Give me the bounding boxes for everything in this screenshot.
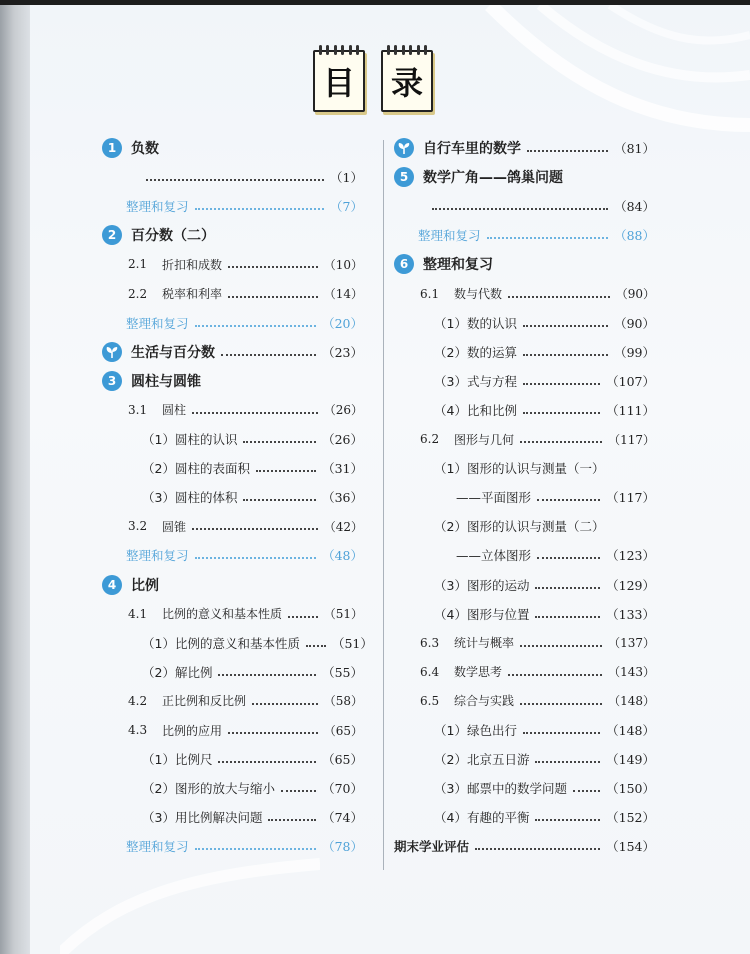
dot-leader: [268, 819, 316, 821]
toc-section-entry[interactable]: [420, 282, 655, 306]
page-number: （78）: [322, 839, 363, 855]
toc-section-entry[interactable]: [128, 689, 363, 713]
toc-chapter-heading[interactable]: [102, 573, 363, 597]
section-number: 2.2: [128, 286, 148, 301]
toc-chapter-heading[interactable]: [102, 223, 363, 247]
subsection-title: （2）图形的认识与测量（二）: [434, 519, 605, 535]
page-number: （1）: [330, 170, 363, 186]
dot-leader: [256, 470, 316, 472]
section-title: 正比例和反比例: [162, 694, 247, 709]
page-number: （55）: [322, 664, 363, 680]
chapter-number-badge: 1: [102, 138, 122, 158]
chapter-title: 数学广角——鸽巢问题: [423, 170, 563, 187]
toc-section-entry[interactable]: [420, 689, 655, 713]
dot-leader: [537, 499, 600, 501]
page-number: （150）: [606, 781, 655, 797]
subsection-title: （1）图形的认识与测量（一）: [434, 461, 605, 477]
section-title: 折扣和成数: [162, 257, 223, 272]
spiral-rings: [387, 45, 427, 55]
page-number: （84）: [614, 199, 655, 215]
dot-leader: [218, 674, 316, 676]
subsection-title: （4）比和比例: [434, 402, 517, 418]
section-number: 4.2: [128, 693, 148, 708]
spiral-rings: [319, 45, 359, 55]
page-number: （133）: [606, 606, 655, 622]
toc-section-entry[interactable]: [420, 631, 655, 655]
chapter-number-badge: 2: [102, 225, 122, 245]
section-title: 圆柱: [162, 403, 187, 418]
title-char-2: 录: [390, 64, 423, 102]
toc-subsection-entry[interactable]: [142, 427, 363, 451]
toc-subsection-entry[interactable]: [434, 805, 655, 829]
dot-leader: [527, 150, 608, 152]
page-number: （111）: [606, 402, 655, 418]
page-number: （129）: [606, 577, 655, 593]
toc-section-entry[interactable]: [128, 282, 363, 306]
dot-leader: [288, 616, 318, 618]
final-assessment-title: 期末学业评估: [394, 839, 470, 855]
page-number: （148）: [608, 694, 655, 709]
page-number: （36）: [322, 490, 363, 506]
section-number: 4.1: [128, 606, 148, 621]
section-number: 6.2: [420, 432, 440, 446]
subsection-subtitle: ——平面图形: [456, 490, 532, 506]
subsection-title: （1）绿色出行: [434, 723, 517, 738]
subsection-title: （1）圆柱的认识: [142, 432, 238, 447]
section-title: 比例的意义和基本性质: [162, 607, 283, 622]
dot-leader: [432, 208, 608, 210]
chapter-title: 整理和复习: [423, 257, 493, 274]
dot-leader: [195, 557, 317, 559]
dot-leader: [520, 645, 602, 647]
page-number: （70）: [322, 781, 363, 797]
chapter-title: 自行车里的数学: [423, 141, 521, 157]
toc-subsection-continuation[interactable]: [456, 543, 655, 567]
page-number: （48）: [322, 548, 363, 564]
dot-leader: [535, 761, 600, 763]
section-title: 统计与概率: [454, 636, 515, 651]
section-number: 3.1: [128, 402, 148, 417]
toc-final-assessment[interactable]: [394, 834, 655, 858]
section-title: 综合与实践: [454, 694, 515, 709]
chapter-number-badge: 5: [394, 167, 414, 187]
toc-subsection-entry[interactable]: [142, 776, 363, 800]
page-number: （148）: [606, 723, 655, 738]
dot-leader: [195, 325, 317, 327]
dot-leader: [535, 616, 600, 618]
dot-leader: [508, 674, 602, 676]
subsection-title: （2）图形的放大与缩小: [142, 781, 275, 797]
toc-chapter-heading[interactable]: [102, 369, 363, 393]
page-number: （14）: [323, 287, 363, 301]
dot-leader: [520, 441, 602, 443]
section-title: 税率和利率: [162, 287, 223, 301]
toc-review-entry[interactable]: [418, 223, 655, 247]
toc-subsection-entry[interactable]: [142, 805, 363, 829]
review-label: 整理和复习: [126, 548, 189, 564]
toc-section-entry[interactable]: [128, 398, 363, 422]
dot-leader: [192, 528, 318, 530]
page-number: （90）: [614, 315, 655, 331]
dot-leader: [523, 325, 608, 327]
page-number: （107）: [606, 373, 655, 389]
page-number: （149）: [606, 752, 655, 768]
section-title: 图形与几何: [454, 432, 515, 447]
subsection-title: （4）有趣的平衡: [434, 810, 530, 826]
dot-leader: [228, 266, 318, 268]
column-divider: [383, 140, 384, 870]
dot-leader: [195, 208, 325, 210]
page-number: （74）: [322, 810, 363, 826]
dot-leader: [281, 790, 316, 792]
toc-subsection-entry[interactable]: [434, 456, 655, 480]
section-title: 数与代数: [454, 287, 503, 301]
page-number: （10）: [323, 257, 363, 272]
dot-leader: [520, 703, 602, 705]
toc-special-chapter[interactable]: [394, 136, 655, 160]
dot-leader: [535, 587, 600, 589]
page-number: （123）: [606, 548, 655, 564]
subsection-title: （1）数的认识: [434, 315, 517, 331]
page-number: （117）: [606, 490, 655, 506]
page-number: （90）: [615, 287, 655, 301]
page-number: （7）: [330, 199, 363, 215]
section-number: 4.3: [128, 723, 148, 737]
section-number: 2.1: [128, 257, 148, 272]
toc-chapter-heading[interactable]: [394, 165, 655, 189]
dot-leader: [195, 848, 317, 850]
page-number: （42）: [323, 519, 363, 534]
toc-subsection-entry[interactable]: [434, 747, 655, 771]
chapter-number-badge: 4: [102, 575, 122, 595]
toc-section-entry[interactable]: [128, 514, 363, 538]
toc-chapter-page-line[interactable]: [140, 165, 363, 189]
page-number: （99）: [614, 344, 655, 360]
dot-leader: [243, 499, 316, 501]
leaf-icon: [102, 342, 122, 362]
subsection-title: （4）图形与位置: [434, 606, 530, 622]
toc-subsection-entry[interactable]: [434, 602, 655, 626]
toc-subsection-entry[interactable]: [434, 369, 655, 393]
subsection-title: （2）圆柱的表面积: [142, 461, 250, 477]
toc-subsection-entry[interactable]: [142, 485, 363, 509]
subsection-title: （2）数的运算: [434, 344, 517, 360]
subsection-title: （1）比例的意义和基本性质: [142, 635, 300, 651]
toc-review-entry[interactable]: [126, 194, 363, 218]
subsection-title: （3）式与方程: [434, 373, 517, 389]
dot-leader: [306, 645, 326, 647]
toc-subsection-entry[interactable]: [434, 340, 655, 364]
review-label: 整理和复习: [418, 228, 481, 244]
review-label: 整理和复习: [126, 315, 189, 331]
subsection-title: （3）邮票中的数学问题: [434, 781, 567, 797]
toc-subsection-entry[interactable]: [434, 514, 655, 538]
dot-leader: [228, 732, 318, 734]
page-number: （154）: [606, 839, 655, 855]
page-number: （81）: [614, 141, 655, 156]
page-number: （26）: [322, 432, 363, 447]
section-title: 圆锥: [162, 519, 187, 534]
dot-leader: [146, 179, 324, 181]
dot-leader: [523, 354, 608, 356]
toc-subsection-entry[interactable]: [434, 398, 655, 422]
review-label: 整理和复习: [126, 199, 189, 215]
section-number: 6.1: [420, 286, 440, 301]
page-number: （58）: [323, 694, 363, 709]
page-number: （51）: [323, 607, 363, 622]
subsection-title: （2）北京五日游: [434, 752, 530, 768]
section-title: 比例的应用: [162, 723, 223, 738]
dot-leader: [508, 296, 610, 298]
toc-chapter-heading[interactable]: [102, 136, 363, 160]
chapter-title: 负数: [131, 141, 159, 157]
page-number: （26）: [323, 403, 363, 418]
title-box-2: [381, 50, 433, 112]
dot-leader: [221, 354, 316, 356]
dot-leader: [252, 703, 318, 705]
toc-subsection-entry[interactable]: [434, 776, 655, 800]
dot-leader: [523, 383, 600, 385]
dot-leader: [523, 412, 600, 414]
toc-chapter-page-line[interactable]: [426, 194, 655, 218]
section-number: 6.3: [420, 635, 440, 650]
subsection-title: （3）用比例解决问题: [142, 810, 263, 826]
page-number: （88）: [614, 228, 655, 244]
dot-leader: [523, 732, 600, 734]
dot-leader: [228, 296, 318, 298]
subsection-title: （1）比例尺: [142, 752, 213, 768]
toc-review-entry[interactable]: [126, 834, 363, 858]
toc-section-entry[interactable]: [128, 602, 363, 626]
toc-subsection-entry[interactable]: [142, 660, 363, 684]
dot-leader: [537, 557, 600, 559]
page-number: （51）: [331, 635, 373, 651]
chapter-title: 百分数（二）: [131, 228, 215, 245]
toc-subsection-entry[interactable]: [434, 573, 655, 597]
section-number: 6.5: [420, 693, 440, 708]
page-number: （137）: [608, 636, 655, 651]
toc-subsection-entry[interactable]: [142, 631, 373, 655]
review-label: 整理和复习: [126, 839, 189, 855]
toc-section-entry[interactable]: [420, 427, 655, 451]
page-number: （117）: [608, 432, 655, 447]
chapter-number-badge: 6: [394, 254, 414, 274]
toc-section-entry[interactable]: [128, 718, 363, 742]
toc-subsection-entry[interactable]: [434, 311, 655, 335]
page-number: （65）: [322, 752, 363, 768]
chapter-title: 比例: [131, 577, 159, 594]
page-number: （31）: [322, 461, 363, 477]
dot-leader: [192, 412, 318, 414]
title-box-1: [313, 50, 365, 112]
toc-section-entry[interactable]: [420, 660, 655, 684]
section-title: 数学思考: [454, 665, 503, 680]
subsection-title: （3）图形的运动: [434, 577, 530, 593]
page-number: （23）: [322, 344, 363, 360]
dot-leader: [487, 237, 609, 239]
dot-leader: [243, 441, 316, 443]
toc-subsection-entry[interactable]: [142, 747, 363, 771]
leaf-icon: [394, 138, 414, 158]
toc-review-entry[interactable]: [126, 311, 363, 335]
subsection-title: （3）圆柱的体积: [142, 490, 238, 506]
toc-subsection-entry[interactable]: [434, 718, 655, 742]
chapter-number-badge: 3: [102, 371, 122, 391]
toc-subsection-continuation[interactable]: [456, 485, 655, 509]
page-number: （152）: [606, 810, 655, 826]
toc-review-entry[interactable]: [126, 543, 363, 567]
dot-leader: [218, 761, 316, 763]
chapter-title: 生活与百分数: [131, 344, 215, 361]
dot-leader: [535, 819, 600, 821]
page-number: （65）: [323, 723, 363, 738]
toc-chapter-heading[interactable]: [394, 252, 655, 276]
dot-leader: [573, 790, 600, 792]
subsection-title: （2）解比例: [142, 664, 213, 680]
toc-section-entry[interactable]: [128, 252, 363, 276]
chapter-title: 圆柱与圆锥: [131, 373, 201, 390]
subsection-subtitle: ——立体图形: [456, 548, 532, 564]
title-char-1: 目: [322, 64, 355, 102]
page-number: （20）: [322, 315, 363, 331]
section-number: 6.4: [420, 664, 440, 679]
dot-leader: [475, 848, 600, 850]
page-number: （143）: [608, 665, 655, 680]
toc-special-chapter[interactable]: [102, 340, 363, 364]
toc-subsection-entry[interactable]: [142, 456, 363, 480]
section-number: 3.2: [128, 519, 148, 534]
